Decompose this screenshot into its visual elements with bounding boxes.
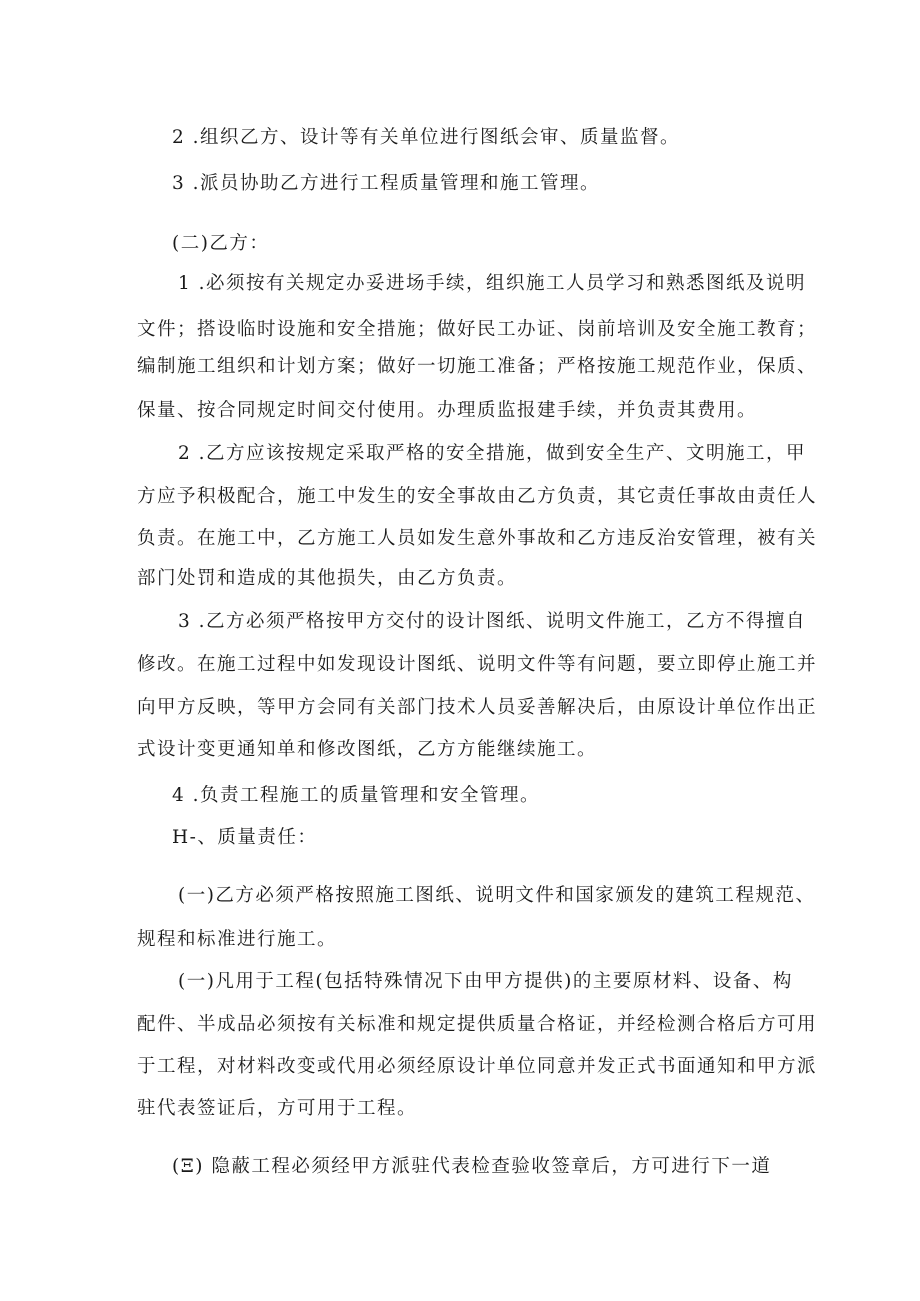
paragraph-line: 1 .必须按有关规定办妥进场手续，组织施工人员学习和熟悉图纸及说明 bbox=[178, 273, 807, 294]
paragraph-line: 规程和标准进行施工。 bbox=[137, 929, 338, 950]
paragraph-line: 编制施工组织和计划方案；做好一切施工准备；严格按施工规范作业，保质、 bbox=[137, 356, 818, 377]
paragraph-line: 修改。在施工过程中如发现设计图纸、说明文件等有问题，要立即停止施工并 bbox=[137, 654, 818, 675]
paragraph-line: 部门处罚和造成的其他损失，由乙方负责。 bbox=[137, 568, 518, 589]
paragraph-line: 于工程，对材料改变或代用必须经原设计单位同意并发正式书面通知和甲方派 bbox=[137, 1056, 818, 1077]
paragraph-line: 向甲方反映，等甲方会同有关部门技术人员妥善解决后，由原设计单位作出正 bbox=[137, 697, 818, 718]
paragraph-line: 驻代表签证后，方可用于工程。 bbox=[137, 1098, 418, 1119]
paragraph-line: 文件；搭设临时设施和安全措施；做好民工办证、岗前培训及安全施工教育； bbox=[137, 319, 818, 340]
paragraph-line: (一)乙方必须严格按照施工图纸、说明文件和国家颁发的建筑工程规范、 bbox=[178, 885, 816, 906]
paragraph-line: 式设计变更通知单和修改图纸，乙方方能继续施工。 bbox=[137, 739, 598, 760]
paragraph-line: 3 .乙方必须严格按甲方交付的设计图纸、说明文件施工，乙方不得擅自 bbox=[178, 611, 807, 632]
paragraph-line: 方应予积极配合，施工中发生的安全事故由乙方负责，其它责任事故由责任人 bbox=[137, 486, 818, 507]
paragraph-line: (一)凡用于工程(包括特殊情况下由甲方提供)的主要原材料、设备、构 bbox=[178, 971, 793, 992]
paragraph-line: 保量、按合同规定时间交付使用。办理质监报建手续，并负责其费用。 bbox=[137, 400, 758, 421]
paragraph-line: 2 .组织乙方、设计等有关单位进行图纸会审、质量监督。 bbox=[172, 127, 681, 148]
paragraph-line: 3 .派员协助乙方进行工程质量管理和施工管理。 bbox=[172, 173, 601, 194]
paragraph-line: (Ξ) 隐蔽工程必须经甲方派驻代表检查验收签章后，方可进行下一道 bbox=[172, 1156, 772, 1177]
section-heading: H-、质量责任： bbox=[172, 827, 318, 848]
paragraph-line: 4 .负责工程施工的质量管理和安全管理。 bbox=[172, 785, 541, 806]
paragraph-line: 配件、半成品必须按有关标准和规定提供质量合格证，并经检测合格后方可用 bbox=[137, 1014, 818, 1035]
paragraph-line: 负责。在施工中，乙方施工人员如发生意外事故和乙方违反治安管理，被有关 bbox=[137, 528, 818, 549]
paragraph-line: 2 .乙方应该按规定采取严格的安全措施，做到安全生产、文明施工，甲 bbox=[178, 443, 807, 464]
section-heading: (二)乙方： bbox=[172, 233, 270, 254]
